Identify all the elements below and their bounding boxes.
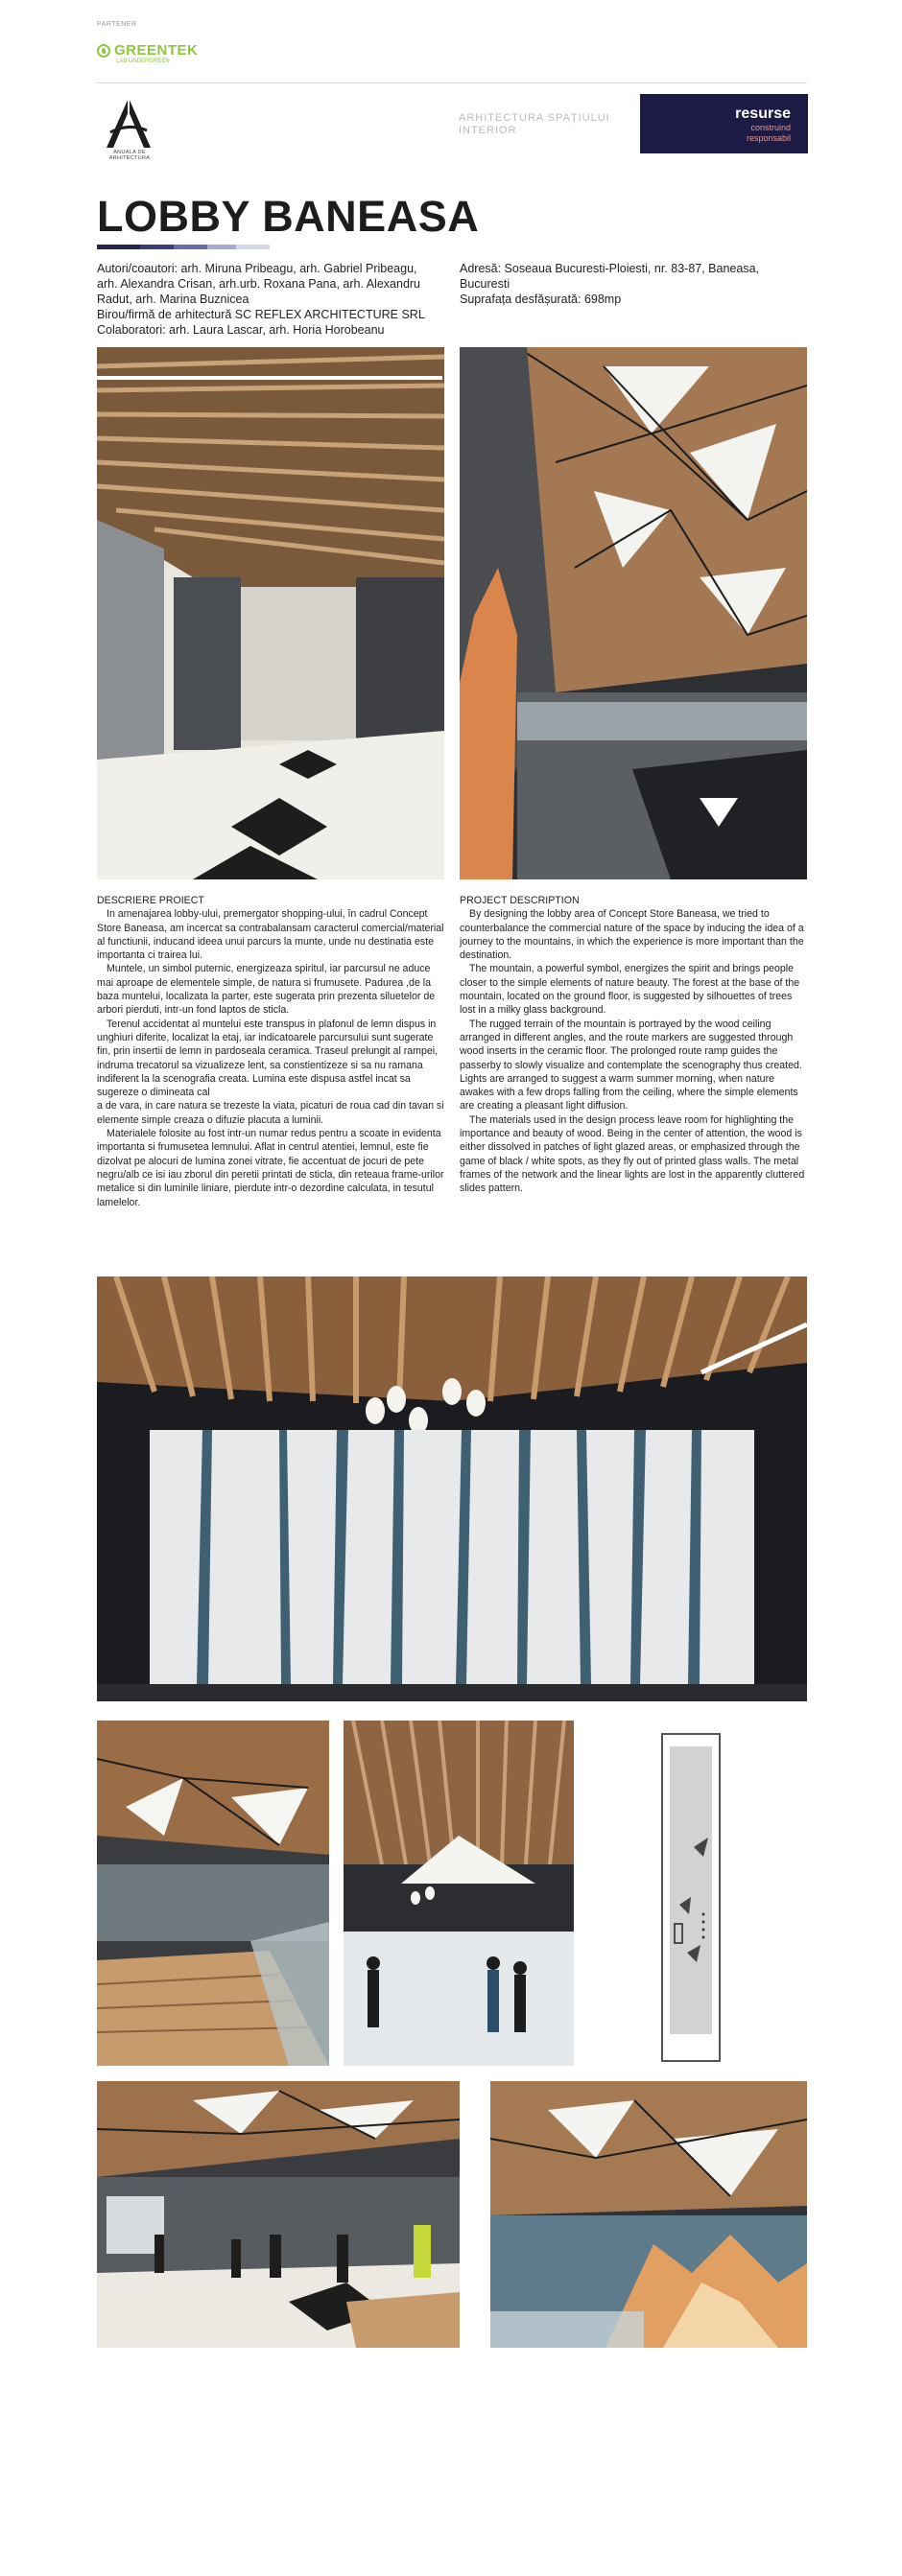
photo-lobby-people xyxy=(97,2081,460,2348)
authors-line: arh. Alexandra Crisan, arh.urb. Roxana Pana, arh. Alexandru xyxy=(97,277,421,291)
color-swatch xyxy=(207,245,236,249)
greentek-tagline: LAB UNDERGREEN xyxy=(116,59,170,64)
description-en xyxy=(460,894,807,1196)
office-line: Birou/firmă de arhitectură SC REFLEX ARCHITECTURE SRL xyxy=(97,308,425,321)
photo-window-visitors xyxy=(344,1721,574,2066)
photo-staircase xyxy=(97,1721,329,2066)
title-color-bar xyxy=(97,245,270,249)
resurse-tagline-2: responsabil xyxy=(746,133,791,143)
leaf-icon xyxy=(97,44,110,58)
address-line: Adresă: Soseaua Bucuresti-Ploiesti, nr. 83-87, Baneasa, xyxy=(460,262,759,275)
collaborators-line: Colaboratori: arh. Laura Lascar, arh. Horia Horobeanu xyxy=(97,323,385,337)
authors-line: Autori/coautori: arh. Miruna Pribeagu, arh. Gabriel Pribeagu, xyxy=(97,262,417,275)
description-paragraph: The materials used in the design process leave room for highlighting the importance and beauty of wood. Being in the center of attention, the wood is either dissolved in patches of light glazed areas, or emphasized through the game of black / white spots, as they fly out of printed glass walls. The metal frames of the network and the linear lights are lost in the apparently cluttered slides pattern. xyxy=(460,1113,805,1195)
project-title: LOBBY BANEASA xyxy=(97,192,480,241)
color-swatch xyxy=(174,245,207,249)
photo-forest-wall xyxy=(97,1276,807,1701)
description-heading: PROJECT DESCRIPTION xyxy=(460,895,580,906)
description-paragraph: By designing the lobby area of Concept Store Baneasa, we tried to counterbalance the commercial nature of the space by inducing the idea of a journey to the mountains, in which the experience is more important than the destination. xyxy=(460,908,804,962)
project-location xyxy=(460,261,805,307)
color-swatch xyxy=(236,245,270,249)
description-paragraph: Materialele folosite au fost intr-un numar redus pentru a scoate in evidenta importanta si frumusetea lemnului. Aflat in centrul atentiei, lemnul, este fie dizolvat pe alocuri de lumina zonei vitrate, fie accentuat de jocuri de pete negru/alb ce isi iau zborul din peretii printati de sticla, din reteaua frame-urilor metalice si din luminile liniare, pierdute intr-o dezordine calculata, in tesutul lamelelor. xyxy=(97,1128,444,1208)
greentek-logo xyxy=(97,42,199,64)
project-credits xyxy=(97,261,452,338)
resurse-brand: resurse xyxy=(735,105,791,122)
section-title: ARHITECTURA SPAȚIULUI INTERIOR xyxy=(459,112,610,136)
description-paragraph: Terenul accidentat al muntelui este transpus in plafonul de lemn dispus in unghiuri diferite, localizat la etaj, iar indicatoarele parcursului sunt sugerate fin, prin insertii de lemn in pardoseala ceramica. Traseul prelungit al rampei, indruma trecatorul sa vizualizeze lent, sa constientizeze si sa nu ramana indiferent la la scenografia creata. Lumina este dispusa astfel incat sa sugereze o dimineata cal xyxy=(97,1018,439,1099)
resurse-tagline-1: construind xyxy=(750,123,791,132)
authors-line: Radut, arh. Marina Buznicea xyxy=(97,293,249,306)
description-paragraph: In amenajarea lobby-ului, premergator shopping-ului, în cadrul Concept Store Baneasa, am incercat sa contrabalansam caracterul comercial/material al functiunii, inducand ideea unui parcurs la munte, unde nu destinatia este importanta ci trairea lui. xyxy=(97,908,444,962)
photo-corridor xyxy=(97,347,444,879)
photo-mountain-wall xyxy=(490,2081,807,2348)
description-paragraph: The rugged terrain of the mountain is portrayed by the wood ceiling arranged in different angles, and the route markers are suggested through wood inserts in the ceramic floor. The prolonged route ramp guides the passerby to slowly visualize and contemplate the scenography thus created. Lights are arranged to suggest a warm summer morning, when nature awakes with a few drops falling from the ceiling, where the simple elements are creating a pleasant light diffusion. xyxy=(460,1018,802,1112)
resurse-logo xyxy=(640,94,808,153)
description-paragraph: The mountain, a powerful symbol, energizes the spirit and brings people closer to the simple elements of nature beauty. The forest at the base of the mountain, located on the ground floor, is suggested by silhouettes of trees lost in a milky glass background. xyxy=(460,963,800,1017)
greentek-name: GREENTEK xyxy=(114,42,199,59)
header-divider xyxy=(97,82,807,83)
description-ro xyxy=(97,894,444,1209)
address-line: Bucuresti xyxy=(460,277,510,291)
partner-label: PARTENER xyxy=(97,21,137,28)
description-paragraph: Muntele, un simbol puternic, energizeaza spiritul, iar parcursul ne aduce mai aproape de elementele simple, de natura si frumusete. Padurea ,de la baza muntelui, localizata la parter, este sugerata prin prezenta siluetelor de arbori pierduti, intr-un fond laptos de sticla. xyxy=(97,963,436,1017)
resurse-tagline xyxy=(747,123,791,144)
floor-plan-drawing xyxy=(660,1732,722,2063)
color-swatch xyxy=(140,245,174,249)
description-paragraph: a de vara, in care natura se trezeste la viata, picaturi de roua cad din tavan si elemente simple creaza o difuzie placuta a luminii. xyxy=(97,1100,444,1126)
academy-label: ANUALA DE ARHITECTURA xyxy=(108,150,151,161)
color-swatch xyxy=(97,245,140,249)
photo-atrium xyxy=(460,347,807,879)
area-line: Suprafața desfășurată: 698mp xyxy=(460,293,622,306)
description-heading: DESCRIERE PROIECT xyxy=(97,895,204,906)
